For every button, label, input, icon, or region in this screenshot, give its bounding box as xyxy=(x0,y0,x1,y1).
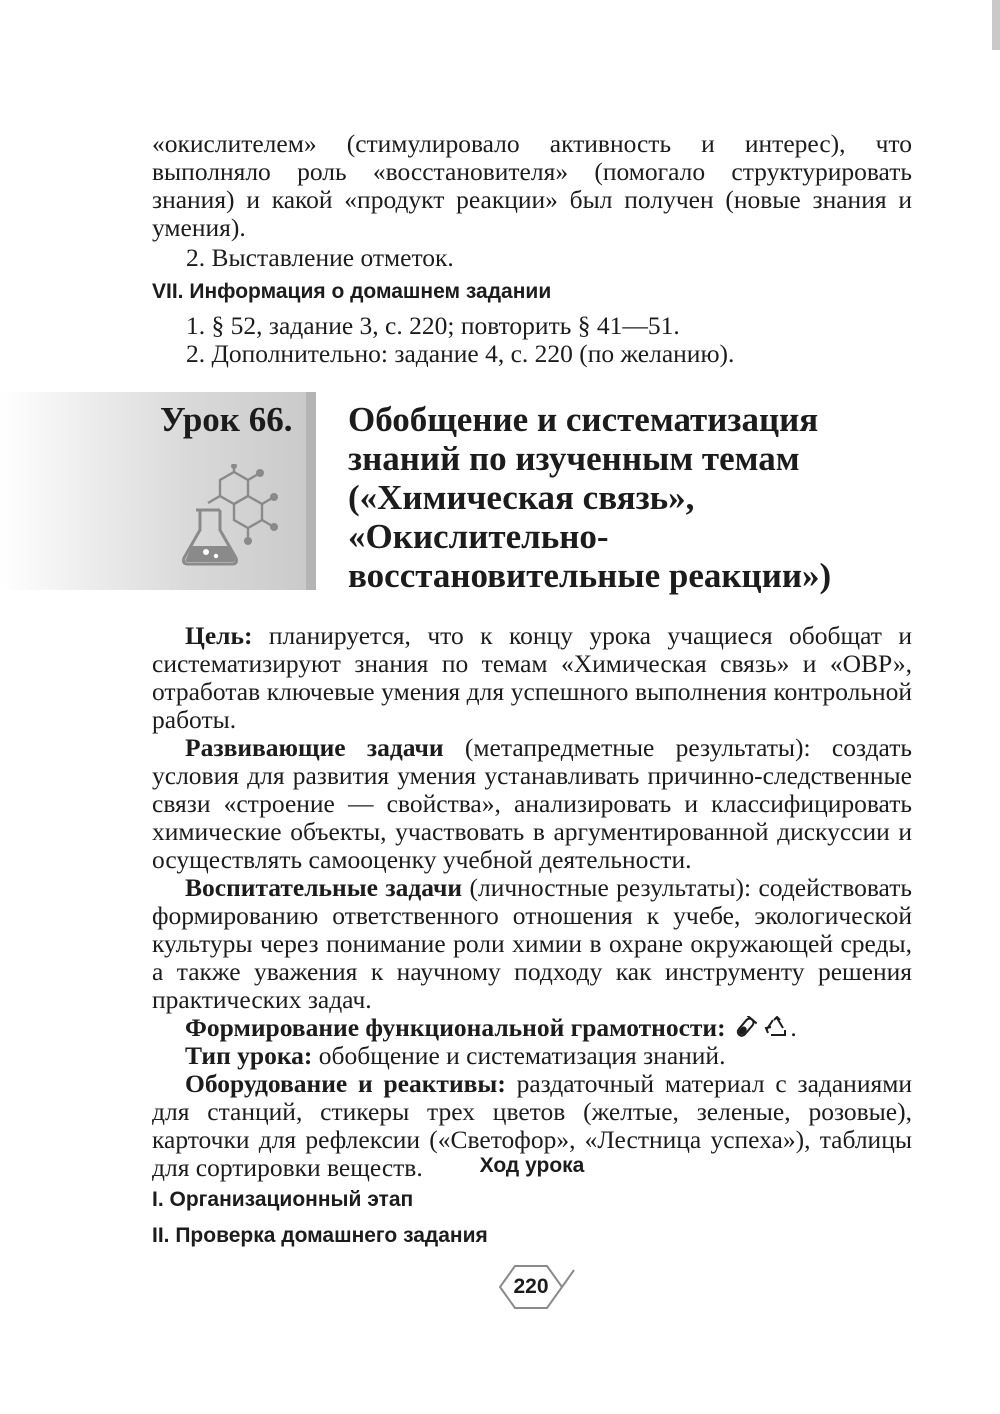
literacy-label: Формирование функциональной грамотности: xyxy=(185,1013,726,1042)
page-number: 220 xyxy=(513,1275,549,1298)
homework-heading: VII. Информация о домашнем задании xyxy=(152,280,552,303)
educational-tasks-text: (личностные результаты): содействовать формированию ответственного отношения к учебе, экологической культуры через понимание роли химии в охране окружающей среды, а также уважения к научному подходу как инструменту решения практических задач. xyxy=(152,873,912,1014)
chemistry-flask-icon xyxy=(178,464,286,570)
lesson-title xyxy=(348,400,831,595)
equipment-label: Оборудование и реактивы: xyxy=(185,1069,506,1098)
lesson-type-label: Тип урока: xyxy=(185,1041,313,1070)
lesson-title-line: («Химическая связь», xyxy=(348,478,695,517)
developing-tasks-paragraph xyxy=(152,734,912,874)
equipment-text: раздаточный материал с заданиями для станций, стикеры трех цветов (желтые, зеленые, розовые), карточки для рефлексии («Светофор», «Лестница успеха»), таблицы для сортировки веществ. xyxy=(152,1069,912,1182)
educational-tasks-paragraph xyxy=(152,874,912,1014)
grades-item: 2. Выставление отметок. xyxy=(186,243,454,272)
literacy-end: . xyxy=(790,1013,797,1042)
goal-text: планируется, что к концу урока учащиеся обобщат и систематизируют знания по темам «Химическая связь» и «ОВР», отработав ключевые умения для успешного выполнения контрольной работы. xyxy=(152,621,912,734)
lesson-description xyxy=(152,622,912,1182)
recycle-icon xyxy=(764,1016,790,1040)
test-tube-icon xyxy=(732,1016,758,1040)
page-number-badge xyxy=(498,1264,578,1314)
lesson-number: Урок 66. xyxy=(160,400,293,439)
homework-item: 2. Дополнительно: задание 4, с. 220 (по желанию). xyxy=(186,339,735,368)
developing-tasks-text: (метапредметные результаты): создать условия для развития умения устанавливать причинно-следственные связи «строение — свойства», анализировать и классифицировать химические объекты, участвовать в аргументированной дискуссии и осуществлять самооценку учебной деятельности. xyxy=(152,733,912,874)
developing-tasks-label: Развивающие задачи xyxy=(185,733,444,762)
page-corner-mark xyxy=(992,0,1000,50)
lesson-type-text: обобщение и систематизация знаний. xyxy=(312,1041,726,1070)
stage-heading: II. Проверка домашнего задания xyxy=(152,1224,488,1247)
lesson-title-line: восстановительные реакции») xyxy=(348,556,832,595)
goal-label: Цель: xyxy=(185,621,253,650)
lesson-title-line: Обобщение и систематизация xyxy=(348,400,819,439)
educational-tasks-label: Воспитательные задачи xyxy=(185,873,463,902)
stage-heading: I. Организационный этап xyxy=(152,1188,414,1211)
course-heading: Ход урока xyxy=(479,1154,585,1177)
goal-paragraph xyxy=(152,622,912,734)
homework-item: 1. § 52, задание 3, с. 220; повторить § 41—51. xyxy=(186,311,680,340)
lesson-title-line: знаний по изученным темам xyxy=(348,439,800,478)
literacy-paragraph xyxy=(152,1014,912,1042)
lesson-sidebar-edge xyxy=(306,392,316,590)
top-paragraph: «окислителем» (стимулировало активность и интерес), что выполняло роль «восстановителя» (помогало структурировать знания) и какой «продукт реакции» был получен (новые знания и умения). xyxy=(152,129,912,242)
lesson-type-paragraph xyxy=(152,1042,912,1070)
lesson-title-line: «Окислительно- xyxy=(348,517,609,556)
